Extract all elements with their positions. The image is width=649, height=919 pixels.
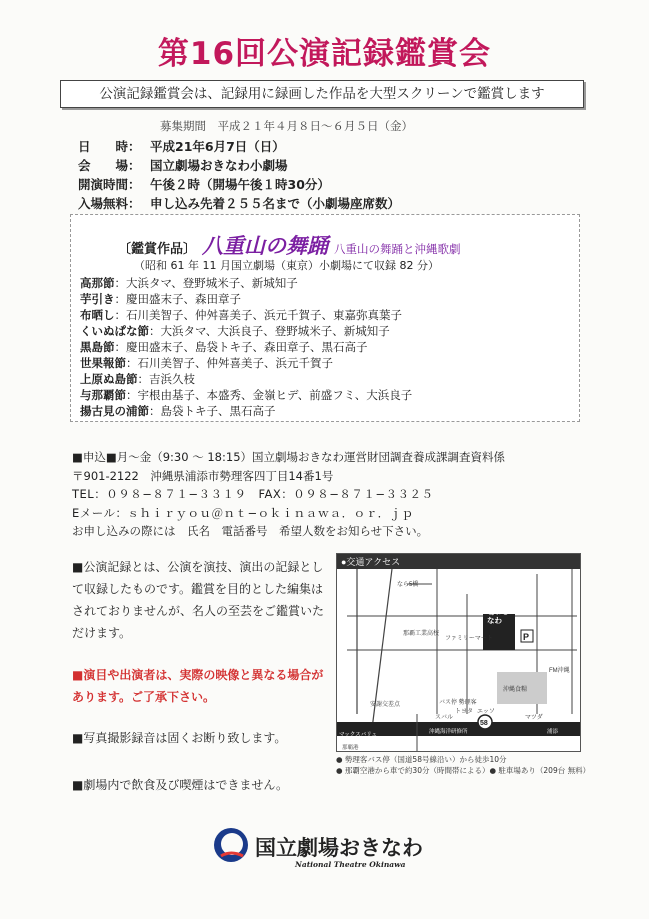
- note-warning: ■演目や出演者は、実際の映像と異なる場合があります。ご了承下さい。: [72, 668, 324, 704]
- application-info: [72, 448, 505, 541]
- info-row-venue: [78, 156, 288, 174]
- work-item: [80, 339, 368, 355]
- svg-text:沖縄海洋研修所: 沖縄海洋研修所: [429, 729, 468, 735]
- access-map: [336, 553, 581, 752]
- work-item: [80, 371, 195, 387]
- svg-text:安謝交差点: 安謝交差点: [370, 702, 401, 708]
- work-cast: ：慶田盛末子、森田章子: [114, 292, 241, 306]
- recruitment-period: 募集期間 平成２１年４月８日〜６月５日（金）: [160, 119, 413, 133]
- work-item: [80, 291, 241, 307]
- work-title: 芋引き: [80, 292, 115, 306]
- apply-email: Eメール：ｓｈｉｒｙｏｕ＠ｎｔ−ｏｋｉｎａｗａ．ｏｒ．ｊｐ: [72, 505, 414, 520]
- info-row-time: [78, 175, 330, 193]
- work-title: 与那覇節: [80, 388, 126, 402]
- svg-text:マツダ: マツダ: [525, 715, 543, 721]
- info-label: 日 時：: [78, 139, 141, 154]
- svg-text:P: P: [523, 632, 530, 642]
- work-item: [80, 275, 298, 291]
- note-no-photography: ■写真撮影録音は固くお断り致します。: [72, 731, 287, 745]
- work-cast: ：宇根由基子、本盛秀、金嶺ヒデ、前盛フミ、大浜良子: [126, 388, 413, 402]
- note-record-explanation: ■公演記録とは、公演を演技、演出の記録として収録したものです。鑑賞を目的とした編集はされておりませんが、名人の至芸をご鑑賞いただけます。: [72, 560, 325, 640]
- info-row-date: [78, 137, 285, 155]
- info-label: 開演時間：: [78, 177, 141, 192]
- info-value: 申し込み先着２５５名まで（小劇場座席数）: [150, 196, 401, 211]
- info-value: 国立劇場おきなわ小劇場: [150, 158, 288, 173]
- theatre-logo-icon: [212, 826, 250, 868]
- work-item: [80, 387, 412, 403]
- map-caption-line: ● 那覇空港から車で約30分（時間帯による）● 駐車場あり（209台 無料）: [336, 766, 591, 775]
- info-label: 会 場：: [78, 158, 141, 173]
- map-caption-line: ● 勢理客バス停（国道58号線沿い）から徒歩10分: [336, 755, 507, 764]
- work-cast: ：慶田盛末子、島袋トキ子、森田章子、黒石高子: [114, 340, 368, 354]
- works-heading: [118, 230, 461, 260]
- map-caption: [336, 754, 590, 776]
- work-cast: ：石川美智子、仲舛喜美子、浜元千賀子、東嘉弥真葉子: [114, 308, 402, 322]
- apply-instructions: お申し込みの際には 氏名 電話番号 希望人数をお知らせ下さい。: [72, 524, 429, 538]
- work-title: 上原ぬ島節: [80, 372, 138, 386]
- svg-text:浦添: 浦添: [547, 729, 559, 735]
- map-graphic: [337, 554, 580, 751]
- svg-text:58: 58: [480, 720, 488, 727]
- works-heading-label: 〔鑑賞作品〕: [118, 242, 197, 257]
- svg-text:マックスバリュ: マックスバリュ: [339, 732, 378, 738]
- work-title: 世果報節: [80, 356, 126, 370]
- svg-text:スバル: スバル: [435, 715, 454, 721]
- work-item: [80, 323, 390, 339]
- svg-text:沖縄食糧: 沖縄食糧: [503, 687, 528, 693]
- work-title: 布晒し: [80, 308, 115, 322]
- info-value: 平成21年6月7日（日）: [150, 139, 285, 154]
- work-title: 高那節: [80, 276, 115, 290]
- work-title: くいぬぱな節: [80, 324, 149, 338]
- works-note: （昭和 61 年 11 月国立劇場（東京）小劇場にて収録 82 分）: [134, 259, 439, 272]
- info-label: 入場無料：: [78, 196, 141, 211]
- note-no-food: ■劇場内で飲食及び喫煙はできません。: [72, 778, 289, 792]
- logo-text-ja: 国立劇場おきなわ: [255, 836, 423, 860]
- info-row-admission: [78, 194, 400, 212]
- apply-address: 〒901-2122 沖縄県浦添市勢理客四丁目14番1号: [72, 468, 334, 483]
- work-title: 黒島節: [80, 340, 115, 354]
- svg-text:トヨタ: トヨタ: [455, 709, 474, 715]
- work-title: 揚古見の浦節: [80, 404, 149, 418]
- work-cast: ：吉浜久枝: [137, 372, 195, 386]
- work-item: [80, 307, 402, 323]
- svg-text:那覇港: 那覇港: [342, 745, 359, 751]
- works-heading-title: 八重山の舞踊: [202, 233, 329, 258]
- work-item: [80, 403, 276, 419]
- svg-text:FM沖縄: FM沖縄: [549, 668, 570, 674]
- logo-text-en: National Theatre Okinawa: [295, 860, 406, 869]
- works-heading-sub: 八重山の舞踊と沖縄歌劇: [334, 242, 461, 256]
- info-value: 午後２時（開場午後１時30分）: [150, 177, 330, 192]
- svg-text:エッソ: エッソ: [477, 709, 495, 715]
- work-cast: ：石川美智子、仲舛喜美子、浜元千賀子: [126, 356, 333, 370]
- svg-text:那覇工業高校: 那覇工業高校: [403, 631, 440, 637]
- apply-hours: ■申込■月〜金（9:30 〜 18:15）国立劇場おきなわ運営財団調査養成課調査資料係: [72, 450, 506, 464]
- work-cast: ：大浜タマ、登野城米子、新城知子: [114, 276, 298, 290]
- svg-text:ファミリーマート: ファミリーマート: [445, 636, 493, 642]
- theatre-label: 国立劇場おきなわ: [487, 598, 510, 625]
- work-item: [80, 355, 333, 371]
- page-title: 第16回公演記録鑑賞会: [157, 36, 492, 72]
- map-header: ●交通アクセス: [341, 557, 401, 567]
- subtitle-banner: 公演記録鑑賞会は、記録用に録画した作品を大型スクリーンで鑑賞します: [60, 80, 584, 108]
- svg-text:バス停 勢理客: バス停 勢理客: [439, 700, 477, 706]
- apply-phone-fax: TEL：０９８−８７１−３３１９ FAX：０９８−８７１−３３２５: [72, 487, 434, 501]
- work-cast: ：島袋トキ子、黒石高子: [149, 404, 276, 418]
- svg-text:なら5橋: なら5橋: [397, 582, 419, 588]
- work-cast: ：大浜タマ、大浜良子、登野城米子、新城知子: [149, 324, 390, 338]
